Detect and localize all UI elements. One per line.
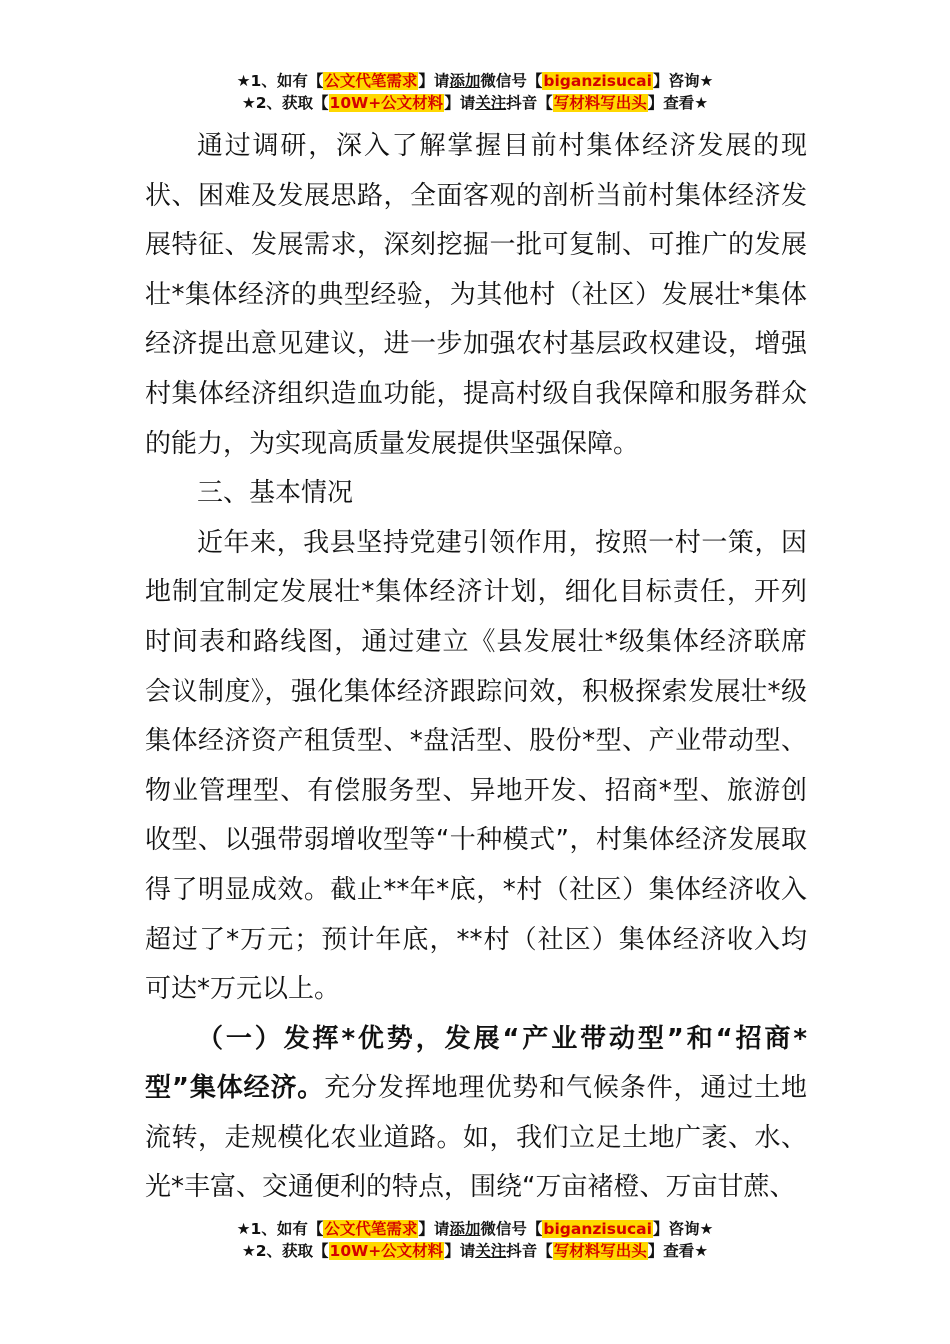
promo-banner-top [0, 70, 950, 114]
promo-douyin-name: 写材料写出头 [553, 94, 647, 112]
section-heading-basic-situation: 三、基本情况 [197, 478, 354, 509]
promo-wechat-id: biganzisucai [543, 1220, 652, 1238]
paragraph-overview: 近年来，我县坚持党建引领作用，按照一村一策，因地制宜制定发展壮*集体经济计划，细化目标责任，开列时间表和路线图，通过建立《县发展壮*级集体经济联席会议制度》，强化集体经济跟踪问效，积极探索发展壮*级集体经济资产租赁型、*盘活型、股份*型、产业带动型、物业管理型、有偿服务型、异地开发、招商*型、旅游创收型、以强带弱增收型等“十种模式”，村集体经济发展取得了明显成效。截止**年*底，*村（社区）集体经济收入超过了*万元；预计年底，**村（社区）集体经济收入均可达*万元以上。 [145, 527, 807, 1005]
promo-wechat-id: biganzisucai [543, 72, 652, 90]
promo-text: 】请 [418, 72, 450, 90]
promo-line-1 [0, 70, 950, 92]
promo-underlined: 添加 [449, 1220, 481, 1238]
promo-text: 】查看★ [647, 1242, 709, 1260]
promo-douyin-name: 写材料写出头 [553, 1242, 647, 1260]
subsection-text: 充分发挥地理优势和气候条件，通过土地流转，走规模化农业道路。如，我们立足土地广袤、水、光*丰富、交通便利的特点，围绕“万亩褚橙、万亩甘蔗、 [145, 1073, 807, 1203]
promo-text: ★2、获取【 [241, 94, 329, 112]
promo-highlight: 10W+公文材料 [329, 94, 444, 112]
promo-text: 】咨询★ [652, 72, 714, 90]
subsection-heading: （一）发挥*优势，发展“产业带动型”和“招商*型”集体经济。 [145, 1023, 807, 1104]
paragraph-purpose: 通过调研，深入了解掌握目前村集体经济发展的现状、困难及发展思路，全面客观的剖析当前村集体经济发展特征、发展需求，深刻挖掘一批可复制、可推广的发展壮*集体经济的典型经验，为其他村（社区）发展壮*集体经济提出意见建议，进一步加强农村基层政权建设，增强村集体经济组织造血功能，提高村级自我保障和服务群众的能力，为实现高质量发展提供坚强保障。 [145, 131, 807, 459]
promo-line-1 [0, 1218, 950, 1240]
promo-highlight: 公文代笔需求 [324, 1220, 418, 1238]
promo-text: 】请 [444, 1242, 476, 1260]
promo-line-2 [0, 92, 950, 114]
promo-text: ★1、如有【 [236, 72, 324, 90]
promo-line-2 [0, 1240, 950, 1262]
promo-text: 】请 [418, 1220, 450, 1238]
promo-highlight: 公文代笔需求 [324, 72, 418, 90]
promo-highlight: 10W+公文材料 [329, 1242, 444, 1260]
promo-text: 抖音【 [506, 94, 553, 112]
promo-text: ★1、如有【 [236, 1220, 324, 1238]
promo-text: 微信号【 [480, 72, 543, 90]
promo-text: ★2、获取【 [241, 1242, 329, 1260]
promo-text: 】咨询★ [652, 1220, 714, 1238]
promo-text: 】请 [444, 94, 476, 112]
paragraph-subsection-1 [145, 1015, 807, 1213]
promo-underlined: 添加 [449, 72, 481, 90]
promo-underlined: 关注 [475, 94, 507, 112]
promo-text: 】查看★ [647, 94, 709, 112]
promo-underlined: 关注 [475, 1242, 507, 1260]
promo-banner-bottom [0, 1218, 950, 1262]
document-body [145, 122, 807, 1213]
promo-text: 抖音【 [506, 1242, 553, 1260]
promo-text: 微信号【 [480, 1220, 543, 1238]
